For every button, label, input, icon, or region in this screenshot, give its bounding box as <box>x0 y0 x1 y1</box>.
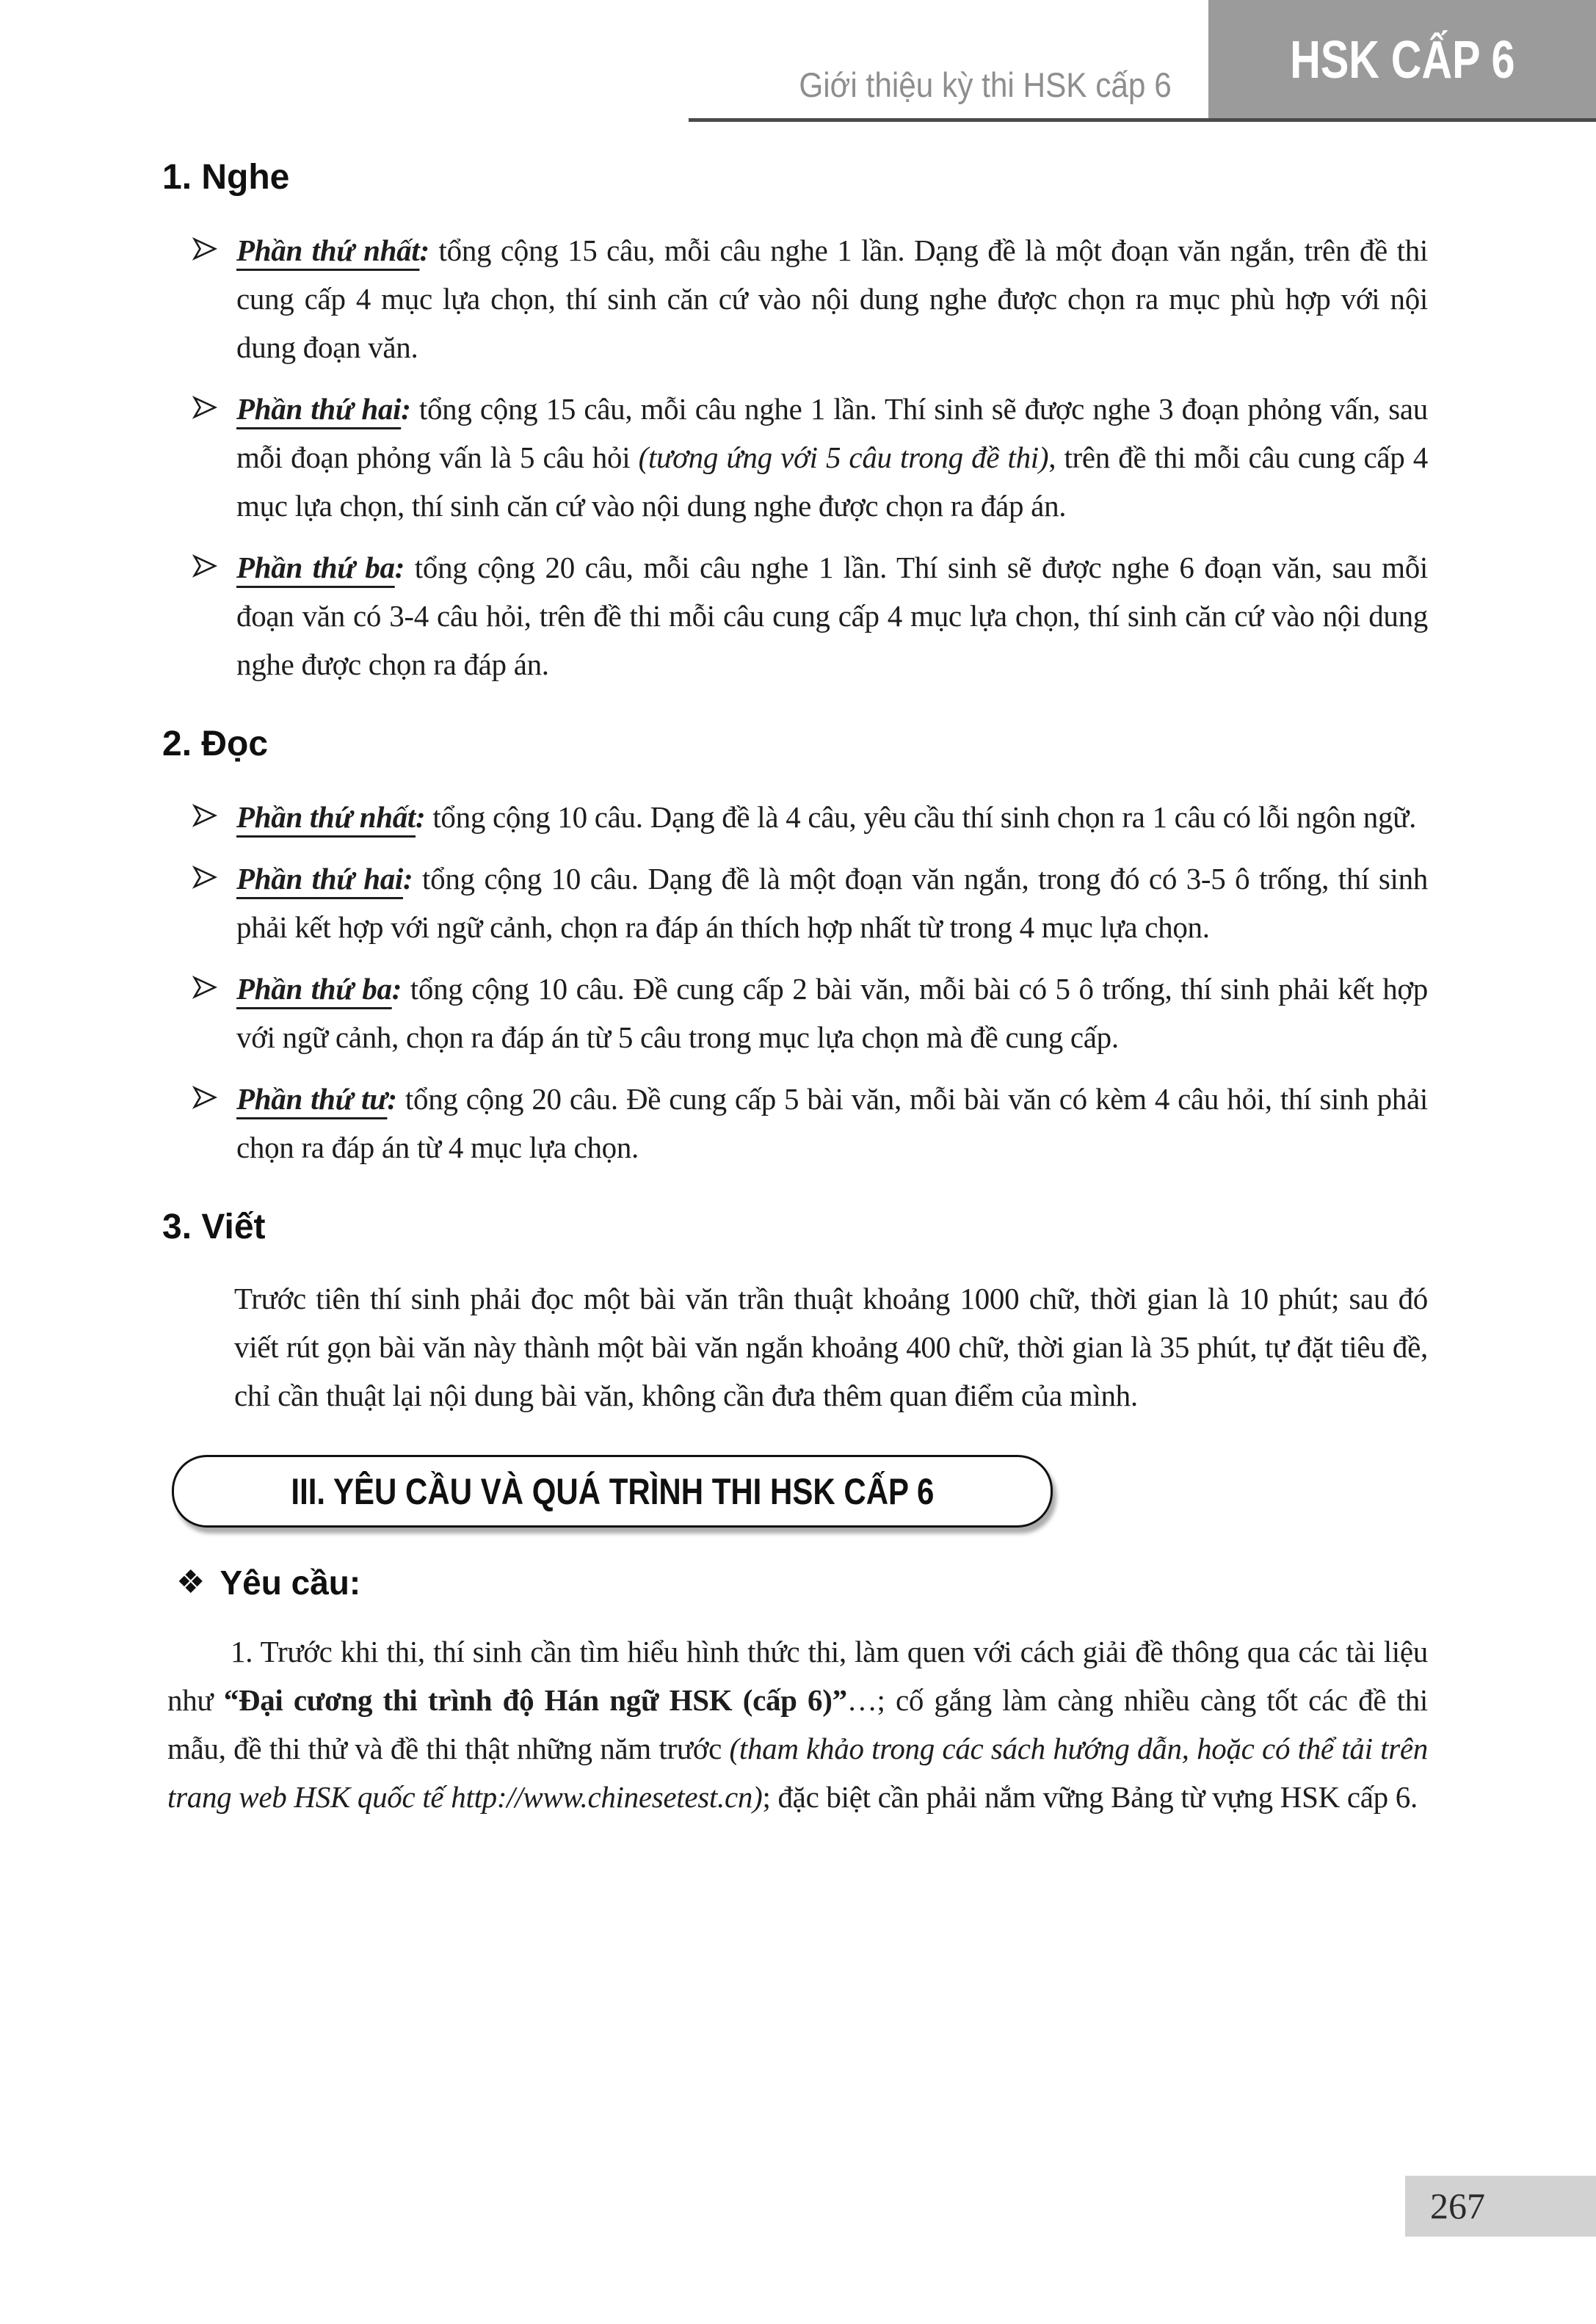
list-item-text <box>236 965 1428 1061</box>
list-item-text <box>236 543 1428 689</box>
text-run: …; cố gắng làm càng nhiều càng tốt các đề thi mẫu, đề thi thử và đề thi thật những năm trước <box>167 1683 1428 1765</box>
section-banner-label: III. YÊU CẦU VÀ QUÁ TRÌNH THI HSK CẤP 6 <box>291 1470 934 1512</box>
list-item-text <box>236 1075 1428 1172</box>
text-run: tổng cộng 15 câu, mỗi câu nghe 1 lần. Thí sinh sẽ được nghe 3 đoạn phỏng vấn, sau mỗi đoạn phỏng vấn là 5 câu hỏi <box>236 392 1428 474</box>
list-item-text <box>236 793 1428 841</box>
list-item <box>167 385 1428 530</box>
page-content <box>162 122 1429 1821</box>
list-item <box>167 543 1428 689</box>
list-item-label-colon: : <box>391 972 402 1006</box>
list-item-body-text <box>236 1082 1428 1164</box>
list-item <box>167 965 1428 1061</box>
chapter-badge-label: HSK CẤP 6 <box>1289 31 1515 90</box>
list-item-label-colon: : <box>401 392 411 426</box>
requirements-heading-label: Yêu cầu: <box>220 1564 361 1602</box>
text-run: tổng cộng 10 câu. Dạng đề là 4 câu, yêu cầu thí sinh chọn ra 1 câu có lỗi ngôn ngữ. <box>425 800 1417 834</box>
list-item-body-text <box>425 800 1416 834</box>
text-run: “Đại cương thi trình độ Hán ngữ HSK (cấp 6)” <box>223 1683 847 1717</box>
list-item <box>167 854 1428 951</box>
viet-paragraph: Trước tiên thí sinh phải đọc một bài văn trần thuật khoảng 1000 chữ, thời gian là 10 phút; sau đó viết rút gọn bài văn này thành một bài văn ngắn khoảng 400 chữ, thời gian là 35 phút, tự đặt tiêu đề, chỉ cần thuật lại nội dung bài văn, không cần đưa thêm quan điểm của mình. <box>234 1282 1428 1412</box>
bullet-list-nghe <box>167 226 1428 689</box>
list-item-label: Phần thứ nhất <box>236 800 416 834</box>
running-header-title: Giới thiệu kỳ thi HSK cấp 6 <box>799 65 1172 104</box>
section-banner <box>172 1455 1053 1528</box>
list-item-label-colon: : <box>403 862 413 896</box>
list-item-label: Phần thứ nhất <box>236 233 420 267</box>
arrow-bullet-icon <box>191 965 236 1061</box>
list-item <box>167 793 1428 841</box>
list-item-label: Phần thứ tư <box>236 1082 388 1116</box>
list-item-label-colon: : <box>416 800 426 834</box>
list-item-text <box>236 226 1428 371</box>
list-item-label-colon: : <box>419 233 429 267</box>
arrow-bullet-icon <box>191 385 236 530</box>
list-item-label: Phần thứ hai <box>236 862 403 896</box>
list-item-body-text <box>236 862 1428 944</box>
list-item <box>167 226 1428 371</box>
text-run: , trên đề thi mỗi câu cung cấp 4 mục lựa chọn, thí sinh căn cứ vào nội dung nghe được chọn ra đáp án. <box>236 440 1428 523</box>
list-item-label: Phần thứ ba <box>236 551 395 584</box>
arrow-bullet-icon <box>191 793 236 841</box>
text-run: tổng cộng 20 câu, mỗi câu nghe 1 lần. Thí sinh sẽ được nghe 6 đoạn văn, sau mỗi đoạn văn có 3-4 câu hỏi, trên đề thi mỗi câu cung cấp 4 mục lựa chọn, thí sinh căn cứ vào nội dung nghe được chọn ra đáp án. <box>236 551 1428 681</box>
arrow-bullet-icon <box>191 226 236 371</box>
text-run: tổng cộng 20 câu. Đề cung cấp 5 bài văn, mỗi bài văn có kèm 4 câu hỏi, thí sinh phải chọn ra đáp án từ 4 mục lựa chọn. <box>236 1082 1428 1164</box>
list-item-label: Phần thứ hai <box>236 392 402 426</box>
list-item <box>167 1075 1428 1172</box>
requirements-paragraph <box>167 1627 1428 1821</box>
text-run: (tham khảo trong các sách hướng dẫn, hoặc có thể tải trên trang web HSK quốc tế http://www.chinesetest.cn) <box>167 1732 1429 1814</box>
text-run: 1. Trước khi thi, thí sinh cần tìm hiểu hình thức thi, làm quen với cách giải đề thông qua các tài liệu như <box>167 1635 1428 1717</box>
chapter-badge <box>1208 0 1596 120</box>
list-item-label: Phần thứ ba <box>236 972 392 1006</box>
list-item-body-text <box>236 551 1428 681</box>
text-run: tổng cộng 10 câu. Dạng đề là một đoạn văn ngắn, trong đó có 3-5 ô trống, thí sinh phải kết hợp với ngữ cảnh, chọn ra đáp án thích hợp nhất từ trong 4 mục lựa chọn. <box>236 862 1428 944</box>
page-number: 267 <box>1430 2185 1485 2226</box>
list-item-body-text <box>236 972 1428 1054</box>
list-item-label-colon: : <box>394 551 405 584</box>
arrow-bullet-icon <box>191 1075 236 1172</box>
list-item-body-text <box>236 392 1428 523</box>
text-run: tổng cộng 15 câu, mỗi câu nghe 1 lần. Dạng đề là một đoạn văn ngắn, trên đề thi cung cấp 4 mục lựa chọn, thí sinh căn cứ vào nội dung nghe được chọn ra mục phù hợp với nội dung đoạn văn. <box>236 233 1428 364</box>
list-item-label-colon: : <box>387 1082 397 1116</box>
page-number-badge <box>1405 2176 1596 2237</box>
list-item-text <box>236 385 1428 530</box>
text-run: (tương ứng với 5 câu trong đề thi) <box>638 440 1049 474</box>
arrow-bullet-icon <box>191 854 236 951</box>
text-run: tổng cộng 10 câu. Đề cung cấp 2 bài văn, mỗi bài có 5 ô trống, thí sinh phải kết hợp với ngữ cảnh, chọn ra đáp án từ 5 câu trong mục lựa chọn mà đề cung cấp. <box>236 972 1428 1054</box>
text-run: ; đặc biệt cần phải nắm vững Bảng từ vựng HSK cấp 6. <box>762 1780 1418 1814</box>
section-heading-viet: 3. Viết <box>162 1208 266 1246</box>
arrow-bullet-icon <box>191 543 236 689</box>
list-item-text <box>236 854 1428 951</box>
section-heading-nghe: 1. Nghe <box>162 158 290 197</box>
requirements-heading <box>176 1563 1428 1602</box>
bullet-list-doc <box>167 793 1428 1172</box>
section-heading-doc: 2. Đọc <box>162 725 269 763</box>
four-diamond-icon: ❖ <box>176 1564 206 1601</box>
